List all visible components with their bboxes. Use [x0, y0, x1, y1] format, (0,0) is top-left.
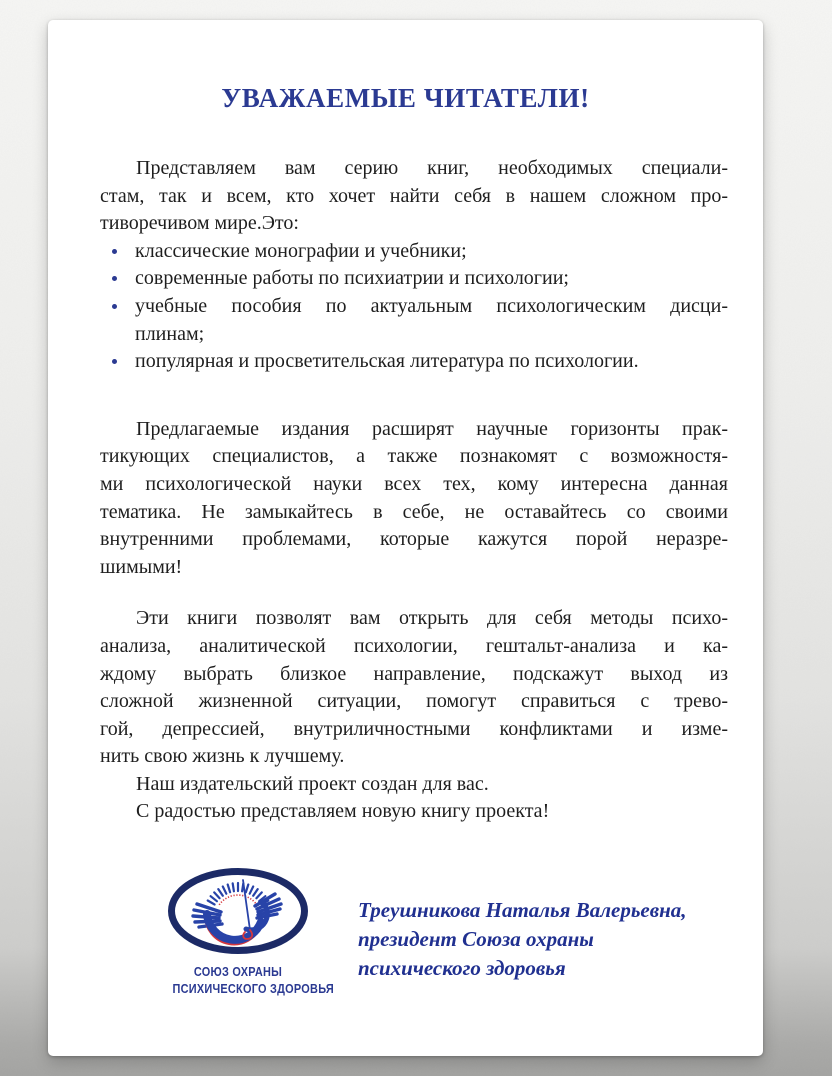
bullet-text: учебные пособия по актуальным психологическим дисци-: [135, 294, 728, 317]
text-line: шимыми!: [100, 555, 183, 578]
signature-title-line: психического здоровья: [358, 956, 566, 980]
page-title: УВАЖАЕМЫЕ ЧИТАТЕЛИ!: [221, 83, 590, 113]
text-line: гой, депрессией, внутриличностными конфликтами и изме-: [100, 717, 728, 740]
signature-name: Треушникова Наталья Валерьевна,: [358, 898, 687, 922]
bullet-item: [100, 348, 728, 376]
bullet-item: [100, 265, 728, 293]
bullet-text: плинам;: [135, 322, 205, 345]
book-page: [48, 20, 763, 1056]
crane-emblem-icon: [167, 868, 309, 956]
signature-block: [358, 896, 687, 983]
intro-paragraph: [100, 155, 728, 238]
text-line: Предлагаемые издания расширят научные горизонты прак-: [136, 417, 728, 440]
bullet-dot-icon: [112, 304, 117, 309]
bullet-dot-icon: [112, 359, 117, 364]
closing-line: С радостью представляем новую книгу проекта!: [136, 800, 550, 823]
text-line: тиворечивом мире.Это:: [100, 212, 299, 235]
text-line: Представляем вам серию книг, необходимых специали-: [136, 157, 728, 179]
publisher-logo: [160, 868, 334, 997]
text-line: внутренними проблемами, которые кажутся порой неразре-: [100, 528, 728, 551]
bullet-item: [100, 293, 728, 348]
text-line: анализа, аналитической психологии, гештальт-анализа и ка-: [100, 634, 728, 657]
text-line: Эти книги позволят вам открыть для себя методы психо-: [136, 607, 728, 630]
logo-caption-line: СОЮЗ ОХРАНЫ: [193, 964, 283, 979]
closing-line: Наш издательский проект создан для вас.: [136, 772, 489, 795]
text-line: тикующих специалистов, а также познакомят с возможностя-: [100, 445, 728, 468]
paragraph-2: [100, 416, 728, 582]
text-line: ждому выбрать близкое направление, подскажут выход из: [100, 662, 728, 685]
text-line: сложной жизненной ситуации, помогут справиться с трево-: [100, 690, 728, 713]
bullet-text: современные работы по психиатрии и психологии;: [135, 267, 569, 290]
bullet-dot-icon: [112, 249, 117, 254]
bullet-dot-icon: [112, 276, 117, 281]
body-text: [100, 155, 728, 826]
text-line: нить свою жизнь к лучшему.: [100, 745, 345, 768]
text-line: тематика. Не замыкайтесь в себе, не оставайтесь со своими: [100, 500, 728, 523]
bullet-list: [100, 238, 728, 376]
logo-caption-line: ПСИХИЧЕСКОГО ЗДОРОВЬЯ: [172, 981, 334, 996]
text-line: стам, так и всем, кто хочет найти себя в нашем сложном про-: [100, 184, 728, 207]
bullet-text: популярная и просветительская литература по психологии.: [135, 350, 639, 373]
logo-caption: [172, 963, 334, 997]
text-line: ми психологической науки всех тех, кому интересна данная: [100, 472, 728, 495]
bullet-item: [100, 238, 728, 266]
bullet-text: классические монографии и учебники;: [135, 239, 467, 262]
signature-title-line: президент Союза охраны: [358, 927, 594, 951]
paragraph-3: [100, 605, 728, 826]
